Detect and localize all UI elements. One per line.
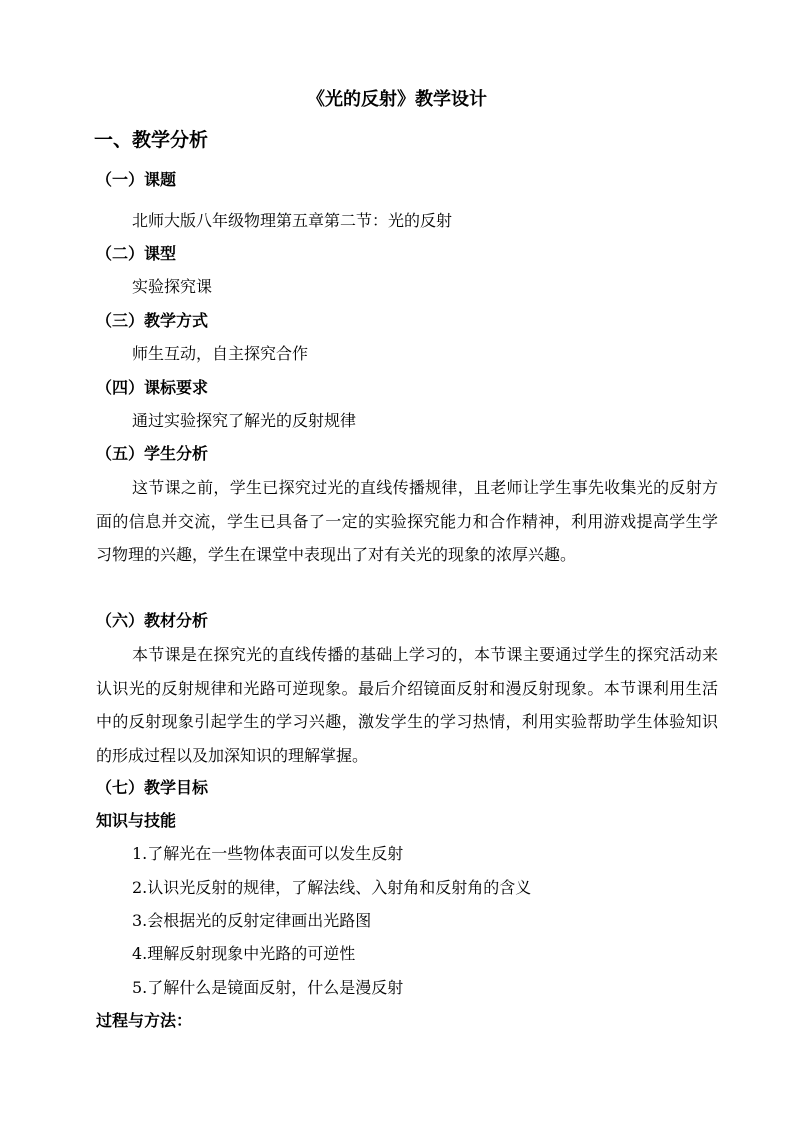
lesson-type-text: 实验探究课 xyxy=(132,277,213,296)
goal-item: 1.了解光在一些物体表面可以发生反射 xyxy=(132,844,404,863)
method-text: 师生互动，自主探究合作 xyxy=(132,344,309,363)
process-methods-heading: 过程与方法： xyxy=(96,1011,193,1030)
goal-item: 2.认识光反射的规律，了解法线、入射角和反射角的含义 xyxy=(132,878,532,897)
standard-text: 通过实验探究了解光的反射规律 xyxy=(132,411,357,430)
materials-paragraph: 本节课是在探究光的直线传播的基础上学习的，本节课主要通过学生的探究活动来认识光的反射规律和光路可逆现象。最后介绍镜面反射和漫反射现象。本节课利用生活中的反射现象引起学生的学习兴趣，激发学生的学习热情，利用实验帮助学生体验知识的形成过程以及加深知识的理解掌握。 xyxy=(96,645,718,765)
topic-text: 北师大版八年级物理第五章第二节：光的反射 xyxy=(132,211,453,230)
subheading-standard: （四）课标要求 xyxy=(96,378,209,397)
knowledge-skills-heading: 知识与技能 xyxy=(96,811,177,830)
subheading-students: （五）学生分析 xyxy=(96,444,209,463)
subheading-goals: （七）教学目标 xyxy=(96,778,209,797)
section-heading-teaching-analysis: 一、教学分析 xyxy=(94,129,209,151)
document-title: 《光的反射》教学设计 xyxy=(307,89,487,110)
goal-item: 5.了解什么是镜面反射，什么是漫反射 xyxy=(132,978,404,997)
students-paragraph: 这节课之前，学生已探究过光的直线传播规律，且老师让学生事先收集光的反射方面的信息并交流，学生已具备了一定的实验探究能力和合作精神，利用游戏提高学生学习物理的兴趣，学生在课堂中表现出了对有关光的现象的浓厚兴趣。 xyxy=(96,478,718,564)
subheading-method: （三）教学方式 xyxy=(96,311,209,330)
subheading-materials: （六）教材分析 xyxy=(96,611,209,630)
subheading-topic: （一）课题 xyxy=(96,170,177,189)
goal-item: 4.理解反射现象中光路的可逆性 xyxy=(132,944,356,963)
goal-item: 3.会根据光的反射定律画出光路图 xyxy=(132,911,372,930)
subheading-lesson-type: （二）课型 xyxy=(96,244,177,263)
